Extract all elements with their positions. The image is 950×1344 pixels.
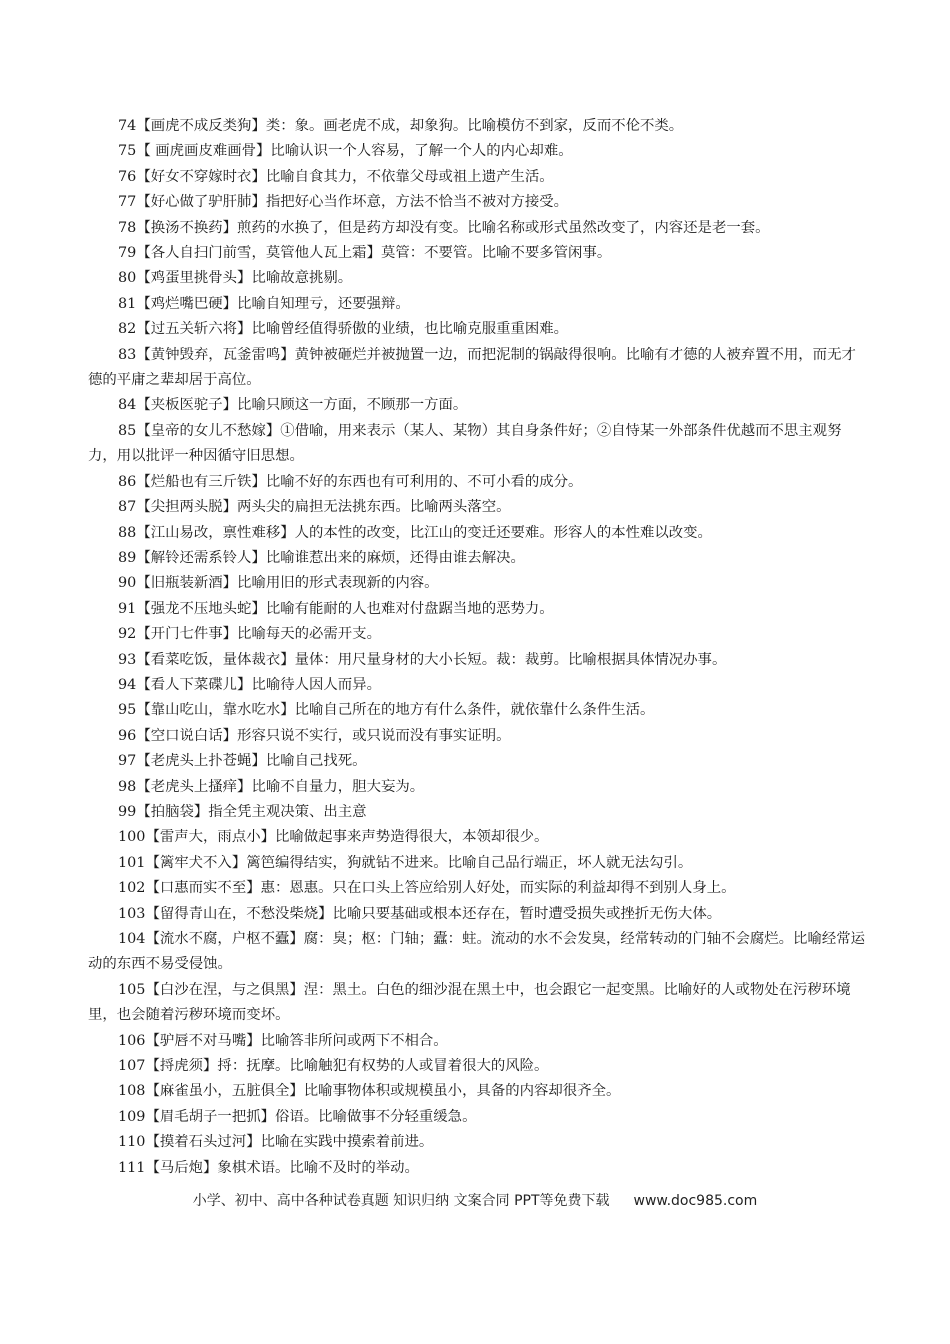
entry-text: 【看菜吃饭，量体裁衣】量体：用尺量身材的大小长短。裁：裁剪。比喻根据具体情况办事。 <box>136 651 727 668</box>
entry-number: 89 <box>118 549 137 566</box>
idiom-entry <box>88 216 868 241</box>
idiom-entry <box>88 902 868 927</box>
idiom-entry <box>88 1130 868 1155</box>
idiom-entry <box>88 419 868 470</box>
entry-number: 108 <box>118 1083 146 1100</box>
entry-text: 【皇帝的女儿不愁嫁】①借喻，用来表示（某人、某物）其自身条件好；②自恃某一外部条件优越而不思主观努力，用以批评一种因循守旧思想。 <box>88 422 842 465</box>
entry-number: 98 <box>118 778 137 795</box>
idiom-entry <box>88 571 868 596</box>
idiom-entry <box>88 241 868 266</box>
entry-text: 【鸡蛋里挑骨头】比喻故意挑剔。 <box>136 270 353 287</box>
entry-number: 78 <box>118 219 137 236</box>
entry-text: 【换汤不换药】煎药的水换了，但是药方却没有变。比喻名称或形式虽然改变了，内容还是老一套。 <box>136 219 770 236</box>
idiom-entry <box>88 470 868 495</box>
idiom-entry <box>88 190 868 215</box>
entry-text: 【好女不穿嫁时衣】比喻自食其力，不依靠父母或祖上遗产生活。 <box>136 168 554 185</box>
entry-number: 91 <box>118 600 137 617</box>
idiom-entry <box>88 825 868 850</box>
entry-number: 111 <box>118 1159 146 1176</box>
entry-number: 81 <box>118 295 137 312</box>
entry-number: 93 <box>118 651 137 668</box>
entry-text: 【捋虎须】捋：抚摩。比喻触犯有权势的人或冒着很大的风险。 <box>145 1058 549 1075</box>
entry-number: 96 <box>118 727 137 744</box>
entry-number: 82 <box>118 321 137 338</box>
entry-number: 88 <box>118 524 137 541</box>
idiom-entry <box>88 698 868 723</box>
idiom-entry <box>88 139 868 164</box>
entry-number: 100 <box>118 829 146 846</box>
idiom-entry <box>88 749 868 774</box>
entry-text: 【鸡烂嘴巴硬】比喻自知理亏，还要强辩。 <box>136 295 410 312</box>
entry-text: 【过五关斩六将】比喻曾经值得骄傲的业绩，也比喻克服重重困难。 <box>136 321 569 338</box>
entry-number: 101 <box>118 854 146 871</box>
idiom-entry <box>88 800 868 825</box>
entry-text: 【马后炮】象棋术语。比喻不及时的举动。 <box>145 1159 419 1176</box>
idiom-entry <box>88 495 868 520</box>
entry-text: 【 画虎画皮难画骨】比喻认识一个人容易，了解一个人的内心却难。 <box>136 143 573 160</box>
idiom-entry <box>88 978 868 1029</box>
entry-text: 【摸着石头过河】比喻在实践中摸索着前进。 <box>145 1134 434 1151</box>
idiom-entry <box>88 317 868 342</box>
entry-number: 103 <box>118 905 146 922</box>
idiom-entry <box>88 546 868 571</box>
idiom-entry <box>88 165 868 190</box>
entry-text: 【画虎不成反类狗】类：象。画老虎不成，却象狗。比喻模仿不到家，反而不伦不类。 <box>136 118 684 134</box>
idiom-entry <box>88 775 868 800</box>
idiom-entry <box>88 673 868 698</box>
entry-text: 【开门七件事】比喻每天的必需开支。 <box>136 626 381 643</box>
entry-number: 109 <box>118 1108 146 1125</box>
entry-number: 106 <box>118 1032 146 1049</box>
idiom-entry <box>88 114 868 139</box>
entry-number: 105 <box>118 981 146 998</box>
idiom-entry <box>88 1079 868 1104</box>
entry-number: 75 <box>118 143 137 160</box>
idiom-entry <box>88 292 868 317</box>
idiom-list <box>88 114 868 1181</box>
entry-text: 【拍脑袋】指全凭主观决策、出主意 <box>136 803 367 820</box>
entry-text: 【尖担两头脱】两头尖的扁担无法挑东西。比喻两头落空。 <box>136 499 511 516</box>
entry-text: 【驴唇不对马嘴】比喻答非所问或两下不相合。 <box>145 1032 448 1049</box>
entry-text: 【强龙不压地头蛇】比喻有能耐的人也难对付盘踞当地的恶势力。 <box>136 600 554 617</box>
idiom-entry <box>88 1029 868 1054</box>
entry-number: 110 <box>118 1134 146 1151</box>
entry-text: 【烂船也有三斤铁】比喻不好的东西也有可利用的、不可小看的成分。 <box>136 473 583 490</box>
idiom-entry <box>88 1054 868 1079</box>
idiom-entry <box>88 851 868 876</box>
entry-number: 94 <box>118 676 137 693</box>
entry-number: 79 <box>118 245 137 262</box>
entry-number: 86 <box>118 473 137 490</box>
entry-number: 80 <box>118 270 137 287</box>
entry-number: 107 <box>118 1058 146 1075</box>
entry-number: 87 <box>118 499 137 516</box>
idiom-entry <box>88 648 868 673</box>
entry-number: 95 <box>118 702 137 719</box>
entry-text: 【黄钟毁弃，瓦釜雷鸣】黄钟被砸烂并被抛置一边，而把泥制的锅敲得很响。比喻有才德的人被弃置不用，而无才德的平庸之辈却居于高位。 <box>88 346 856 389</box>
idiom-entry <box>88 876 868 901</box>
entry-number: 84 <box>118 397 137 414</box>
idiom-entry <box>88 597 868 622</box>
idiom-entry <box>88 1105 868 1130</box>
entry-number: 99 <box>118 803 137 820</box>
idiom-entry <box>88 927 868 978</box>
entry-text: 【雷声大，雨点小】比喻做起事来声势造得很大，本领却很少。 <box>145 829 549 846</box>
entry-text: 【老虎头上搔痒】比喻不自量力，胆大妄为。 <box>136 778 425 795</box>
entry-number: 90 <box>118 575 137 592</box>
entry-text: 【靠山吃山，靠水吃水】比喻自己所在的地方有什么条件，就依靠什么条件生活。 <box>136 702 655 719</box>
entry-text: 【旧瓶装新酒】比喻用旧的形式表现新的内容。 <box>136 575 439 592</box>
entry-text: 【篱牢犬不入】篱笆编得结实，狗就钻不进来。比喻自己品行端正，坏人就无法勾引。 <box>145 854 693 871</box>
entry-text: 【流水不腐，户枢不蠹】腐：臭；枢：门轴；蠹：蛀。流动的水不会发臭，经常转动的门轴不会腐烂。比喻经常运动的东西不易受侵蚀。 <box>88 931 866 973</box>
entry-number: 77 <box>118 194 137 211</box>
entry-text: 【看人下菜碟儿】比喻待人因人而异。 <box>136 676 381 693</box>
entry-text: 【江山易改，禀性难移】人的本性的改变，比江山的变迁还要难。形容人的本性难以改变。 <box>136 524 712 541</box>
entry-text: 【麻雀虽小，五脏俱全】比喻事物体积或规模虽小，具备的内容却很齐全。 <box>145 1083 621 1100</box>
footer-url[interactable]: www.doc985.com <box>633 1193 758 1209</box>
entry-text: 【老虎头上扑苍蝇】比喻自己找死。 <box>136 753 367 770</box>
entry-text: 【夹板医驼子】比喻只顾这一方面，不顾那一方面。 <box>136 397 468 414</box>
idiom-entry <box>88 1156 868 1181</box>
entry-text: 【白沙在涅，与之俱黑】涅：黑土。白色的细沙混在黑土中，也会跟它一起变黑。比喻好的人或物处在污秽环境里，也会随着污秽环境而变坏。 <box>88 981 851 1024</box>
entry-text: 【口惠而实不至】惠：恩惠。只在口头上答应给别人好处，而实际的利益却得不到别人身上。 <box>145 880 736 897</box>
entry-text: 【留得青山在，不愁没柴烧】比喻只要基础或根本还存在，暂时遭受损失或挫折无伤大体。 <box>145 905 722 922</box>
entry-number: 92 <box>118 626 137 643</box>
footer-text: 小学、初中、高中各种试卷真题 知识归纳 文案合同 PPT等免费下载 <box>192 1193 610 1209</box>
idiom-entry <box>88 393 868 418</box>
entry-number: 74 <box>118 118 137 134</box>
entry-number: 85 <box>118 422 137 439</box>
entry-number: 104 <box>118 931 146 947</box>
entry-text: 【眉毛胡子一把抓】俗语。比喻做事不分轻重缓急。 <box>145 1108 477 1125</box>
entry-text: 【解铃还需系铃人】比喻谁惹出来的麻烦，还得由谁去解决。 <box>136 549 525 566</box>
idiom-entry <box>88 266 868 291</box>
page-footer <box>0 1190 950 1210</box>
entry-text: 【各人自扫门前雪，莫管他人瓦上霜】莫管：不要管。比喻不要多管闲事。 <box>136 245 612 262</box>
entry-number: 97 <box>118 753 137 770</box>
entry-number: 76 <box>118 168 137 185</box>
idiom-entry <box>88 521 868 546</box>
entry-number: 83 <box>118 346 137 363</box>
entry-text: 【空口说白话】形容只说不实行，或只说而没有事实证明。 <box>136 727 511 744</box>
idiom-entry <box>88 343 868 394</box>
idiom-entry <box>88 622 868 647</box>
entry-text: 【好心做了驴肝肺】指把好心当作坏意，方法不恰当不被对方接受。 <box>136 194 569 211</box>
idiom-entry <box>88 724 868 749</box>
entry-number: 102 <box>118 880 146 897</box>
